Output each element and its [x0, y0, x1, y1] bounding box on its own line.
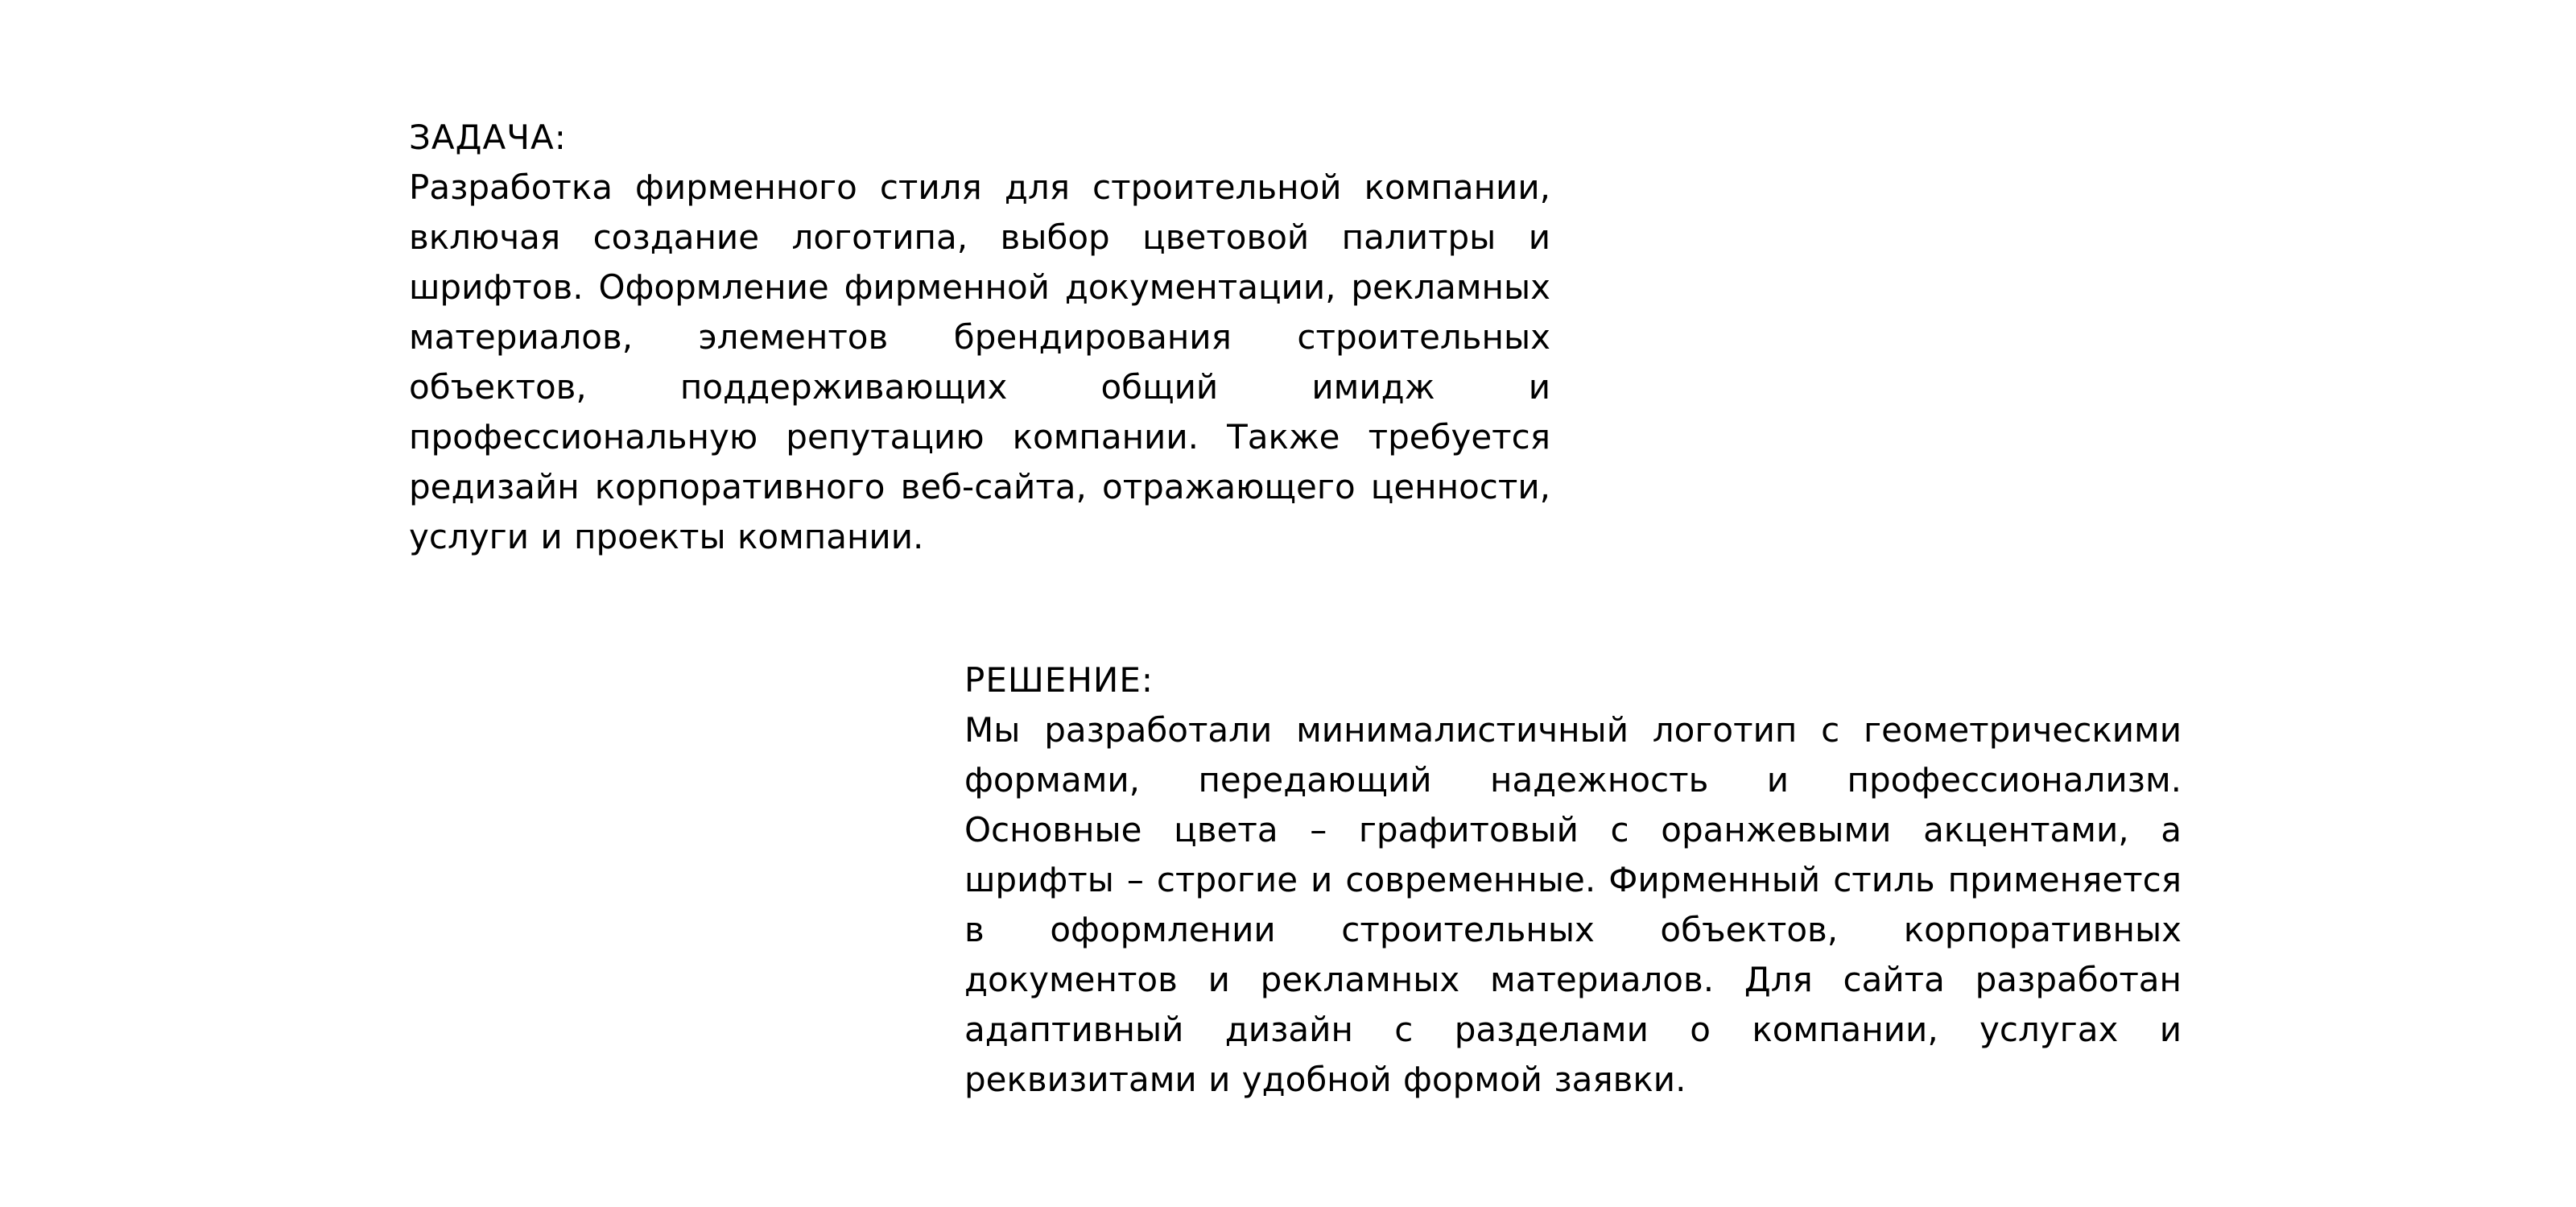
task-description: Разработка фирменного стиля для строительной компании, включая создание логотипа, выбор цветовой палитры и шрифтов. Оформление фирменной документации, рекламных материалов, элементов брендирования строительных объектов, поддерживающих общий имидж и профессиональную репутацию компании. Также требуется редизайн корпоративного веб-сайта, отражающего ценности, услуги и проекты компании.	[409, 167, 1550, 556]
solution-heading: РЕШЕНИЕ:	[964, 660, 1154, 700]
task-heading: ЗАДАЧА:	[409, 118, 567, 157]
solution-description: Мы разработали минималистичный логотип с геометрическими формами, передающий надежность и профессионализм. Основные цвета – графитовый с оранжевыми акцентами, а шрифты – строгие и современные. Фирменный стиль применяется в оформлении строительных объектов, корпоративных документов и рекламных материалов. Для сайта разработан адаптивный дизайн с разделами о компании, услугах и реквизитами и удобной формой заявки.	[964, 710, 2182, 1099]
task-section	[409, 113, 1550, 562]
solution-section	[964, 655, 2182, 1105]
